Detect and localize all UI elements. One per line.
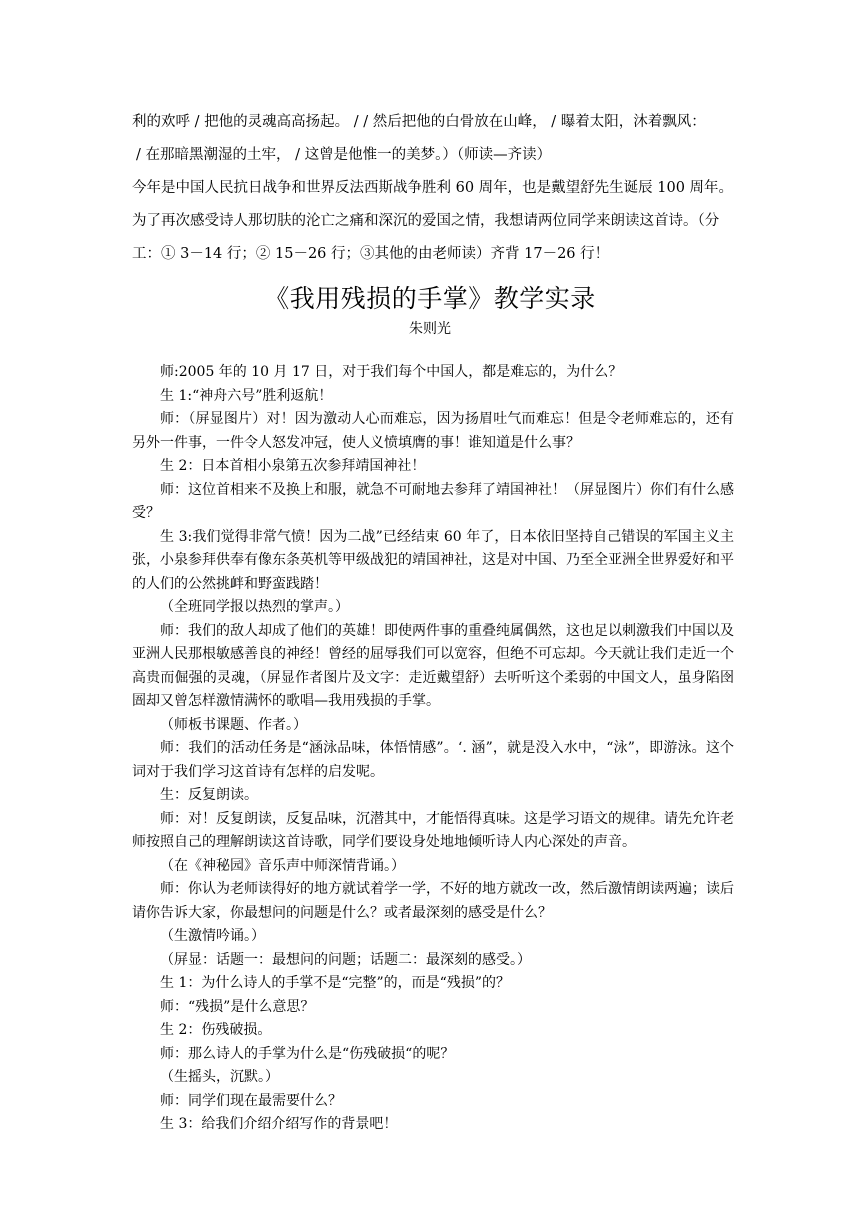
paragraph: 生 3:我们觉得非常气愤！因为二战”已经结束 60 年了，日本依旧坚持自己错误的军国主义主张，小泉参拜供奉有像东条英机等甲级战犯的靖国神社，这是对中国、乃至全亚洲全世界爱好和平的人们的公然挑衅和野蛮践踏！ bbox=[132, 528, 734, 592]
paragraph: （在《神秘园》音乐声中师深情背诵。） bbox=[160, 857, 405, 874]
paragraph: 生 1:“神舟六号”胜利返航！ bbox=[160, 387, 333, 404]
paragraph: 师：对！反复朗读，反复品味，沉潜其中，才能悟得真味。这是学习语文的规律。请先允许老师按照自己的理解朗读这首诗歌，同学们要设身处地地倾听诗人内心深处的声音。 bbox=[132, 810, 734, 850]
paragraph: 生 1：为什么诗人的手掌不是“完整”的，而是“残损”的？ bbox=[160, 975, 510, 991]
paragraph: 生 2：日本首相小泉第五次参拜靖国神社！ bbox=[160, 458, 426, 474]
paragraph: 生 3：给我们介绍介绍写作的背景吧！ bbox=[160, 1116, 398, 1132]
document-title: 《我用残损的手掌》教学实录 bbox=[264, 284, 596, 313]
paragraph: 师：你认为老师读得好的地方就试着学一学，不好的地方就改一改，然后激情朗读两遍；读后请你告诉大家，你最想问的问题是什么？或者最深刻的感受是什么？ bbox=[132, 881, 734, 921]
text-line: 今年是中国人民抗日战争和世界反法西斯战争胜利 60 周年，也是戴望舒先生诞辰 100 周年。 bbox=[132, 180, 734, 196]
text-line: 工：① 3－14 行；② 15－26 行；③其他的由老师读）齐背 17－26 行！ bbox=[132, 246, 610, 262]
paragraph: （生激情吟诵。） bbox=[160, 928, 265, 944]
paragraph: （全班同学报以热烈的掌声。） bbox=[160, 599, 349, 615]
paragraph: 师：那么诗人的手掌为什么是“伤残破损“的呢？ bbox=[160, 1045, 455, 1062]
paragraph: （师板书课题、作者。） bbox=[160, 716, 307, 733]
paragraph: （屏显：话题一：最想问的问题；话题二：最深刻的感受。） bbox=[160, 951, 531, 968]
paragraph: 生：反复朗读。 bbox=[160, 787, 258, 803]
paragraph: 师：我们的活动任务是“涵泳品味，体悟情感”。‘. 涵”，就是没入水中，“泳”，即游泳。这个词对于我们学习这首诗有怎样的启发呢。 bbox=[132, 740, 734, 780]
paragraph: 生 2：伤残破损。 bbox=[160, 1022, 272, 1038]
paragraph: （生摇头，沉默。） bbox=[160, 1069, 279, 1085]
paragraph: 师:2005 年的 10 月 17 日，对于我们每个中国人，都是难忘的，为什么？ bbox=[160, 364, 623, 380]
paragraph: 师：我们的敌人却成了他们的英雄！即使两件事的重叠纯属偶然，这也足以刺激我们中国以及亚洲人民那根敏感善良的神经！曾经的屈辱我们可以宽容，但绝不可忘却。今天就让我们走近一个高贵而倔强的灵魂，（屏显作者图片及文字：走近戴望舒）去听听这个柔弱的中国文人，虽身陷囹圄却又曾怎样激情满怀的歌唱—我用残损的手掌。 bbox=[132, 622, 734, 709]
text-line: 为了再次感受诗人那切肤的沦亡之痛和深沉的爱国之情，我想请两位同学来朗读这首诗。（分 bbox=[132, 213, 720, 229]
paragraph: 师：这位首相来不及换上和服，就急不可耐地去参拜了靖国神社！（屏显图片）你们有什么感受？ bbox=[132, 481, 734, 521]
text-line: 利的欢呼 / 把他的灵魂高高扬起。 / / 然后把他的白骨放在山峰， / 曝着太阳，沐着飘风： bbox=[132, 114, 706, 130]
author-name: 朱则光 bbox=[409, 321, 451, 337]
paragraph: 师：“残损”是什么意思？ bbox=[160, 998, 315, 1015]
previous-section-text bbox=[132, 110, 744, 275]
transcript-body bbox=[132, 361, 734, 1137]
text-line: / 在那暗黑潮湿的土牢， / 这曾是他惟一的美梦。）（师读—齐读） bbox=[136, 147, 552, 163]
paragraph: 师：（屏显图片）对！因为激动人心而难忘，因为扬眉吐气而难忘！但是令老师难忘的，还有另外一件事，一件令人怒发冲冠，使人义愤填膺的事！谁知道是什么事？ bbox=[132, 411, 734, 451]
paragraph: 师：同学们现在最需要什么？ bbox=[160, 1092, 342, 1109]
